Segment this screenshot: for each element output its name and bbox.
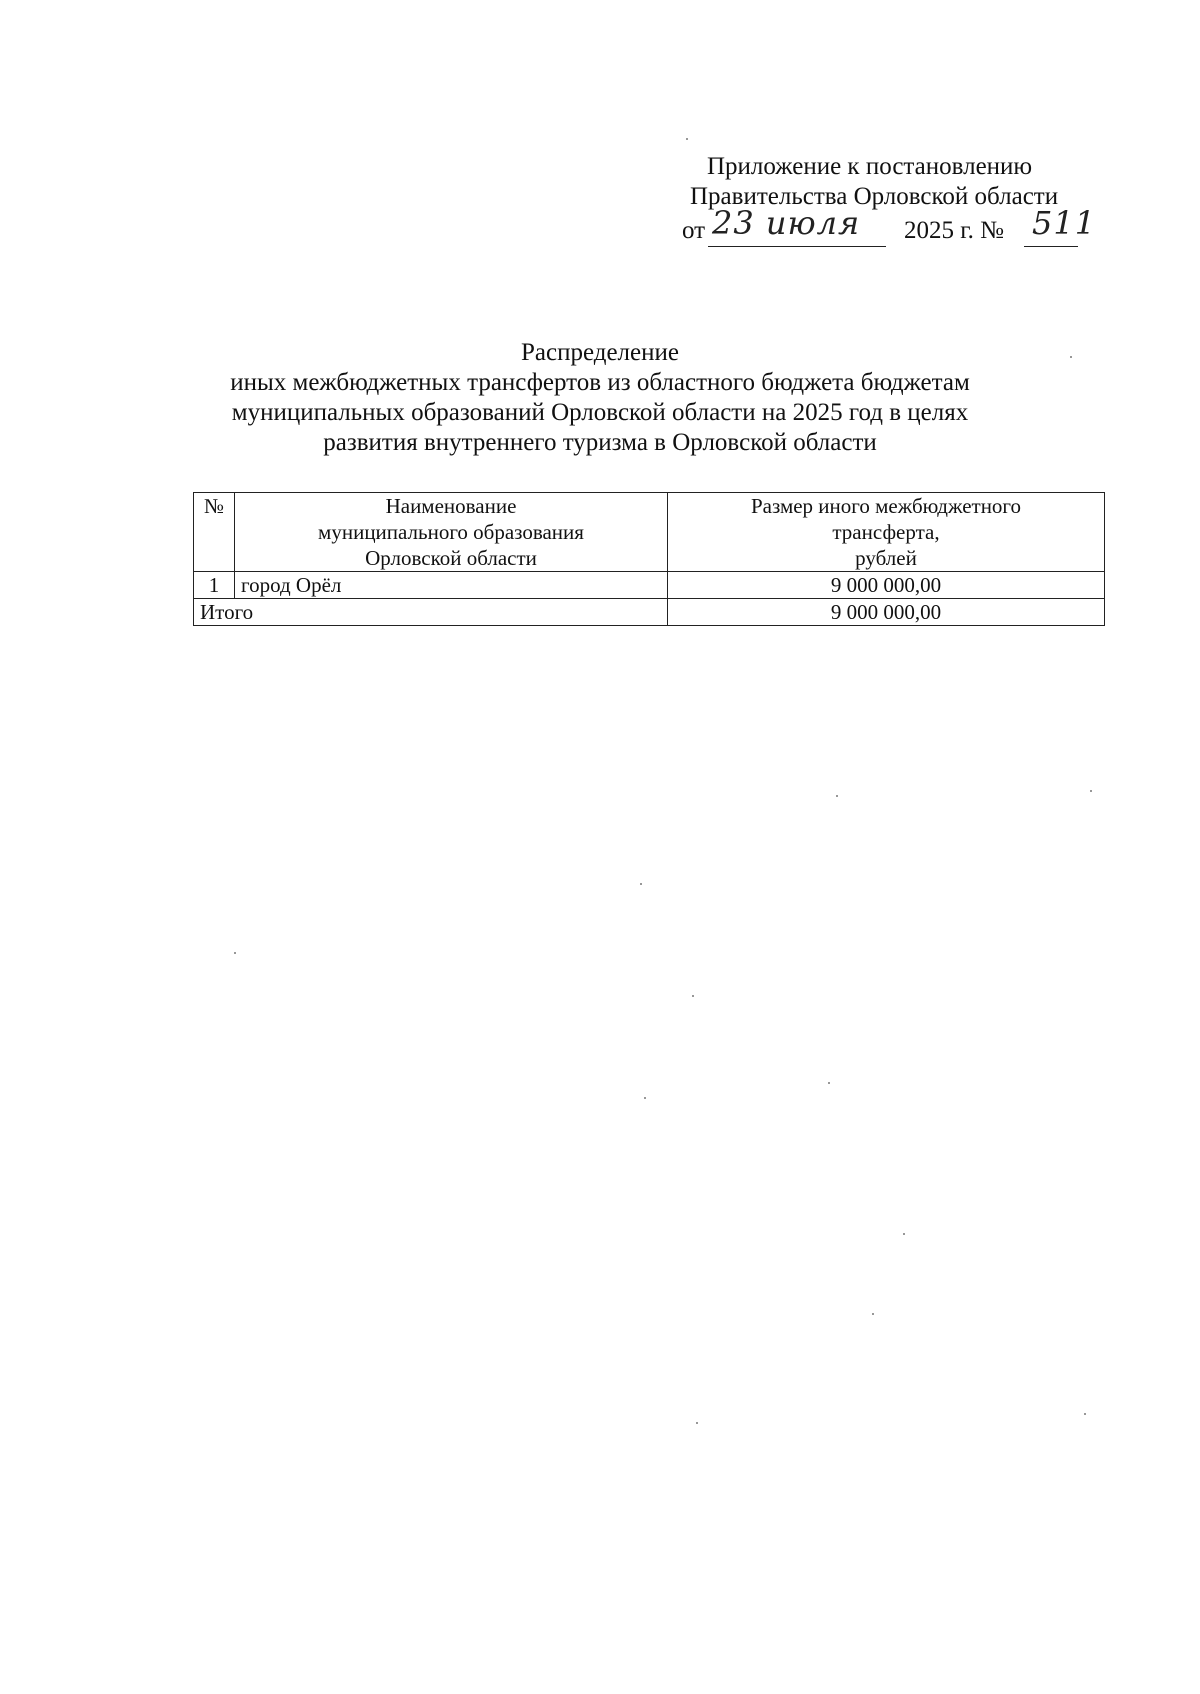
- handwritten-date: 23 июля: [712, 204, 861, 242]
- header-municipality-line-3: Орловской области: [365, 546, 537, 570]
- appendix-date-line: [672, 204, 1097, 246]
- title-line-3: муниципальных образований Орловской области на 2025 год в целях: [231, 399, 969, 426]
- scan-speck: [692, 995, 694, 997]
- date-underline: [708, 246, 886, 247]
- scan-speck: [1090, 790, 1092, 792]
- scan-speck: [686, 138, 688, 140]
- appendix-header: [672, 152, 1097, 246]
- header-amount: [668, 493, 1105, 572]
- header-municipality-line-1: Наименование: [385, 494, 517, 518]
- title-line-4: развития внутреннего туризма в Орловской области: [323, 429, 877, 456]
- header-amount-line-2: трансферта,: [832, 520, 940, 544]
- scan-speck: [872, 1313, 874, 1315]
- date-prefix: от: [682, 217, 706, 244]
- number-underline: [1024, 246, 1078, 247]
- appendix-line-1: Приложение к постановлению: [707, 153, 1033, 180]
- scan-speck: [234, 952, 236, 954]
- table-header-row: [194, 493, 1105, 572]
- scan-speck: [828, 1082, 830, 1084]
- header-municipality: [235, 493, 668, 572]
- total-amount: 9 000 000,00: [668, 599, 1105, 626]
- row-municipality: город Орёл: [235, 572, 668, 599]
- row-number: 1: [194, 572, 235, 599]
- document-title: [150, 338, 1050, 458]
- header-amount-line-1: Размер иного межбюджетного: [750, 494, 1022, 518]
- row-amount: 9 000 000,00: [668, 572, 1105, 599]
- header-amount-line-3: рублей: [855, 546, 917, 570]
- total-label: Итого: [194, 599, 668, 626]
- handwritten-number: 511: [1032, 204, 1097, 242]
- appendix-line-2: Правительства Орловской области: [690, 183, 1059, 210]
- scan-speck: [644, 1097, 646, 1099]
- table-total-row: [194, 599, 1105, 626]
- header-municipality-line-2: муниципального образования: [318, 520, 584, 544]
- scan-speck: [903, 1233, 905, 1235]
- header-number: №: [194, 493, 235, 572]
- title-line-2: иных межбюджетных трансфертов из областного бюджета бюджетам: [230, 369, 970, 396]
- scan-speck: [696, 1422, 698, 1424]
- year-and-number-label: 2025 г. №: [904, 217, 1005, 244]
- distribution-table: [193, 492, 1105, 626]
- scan-speck: [1084, 1413, 1086, 1415]
- table-row: [194, 572, 1105, 599]
- title-line-1: Распределение: [521, 339, 679, 366]
- scan-speck: [640, 883, 642, 885]
- scan-speck: [836, 795, 838, 797]
- scan-speck: [1070, 356, 1072, 358]
